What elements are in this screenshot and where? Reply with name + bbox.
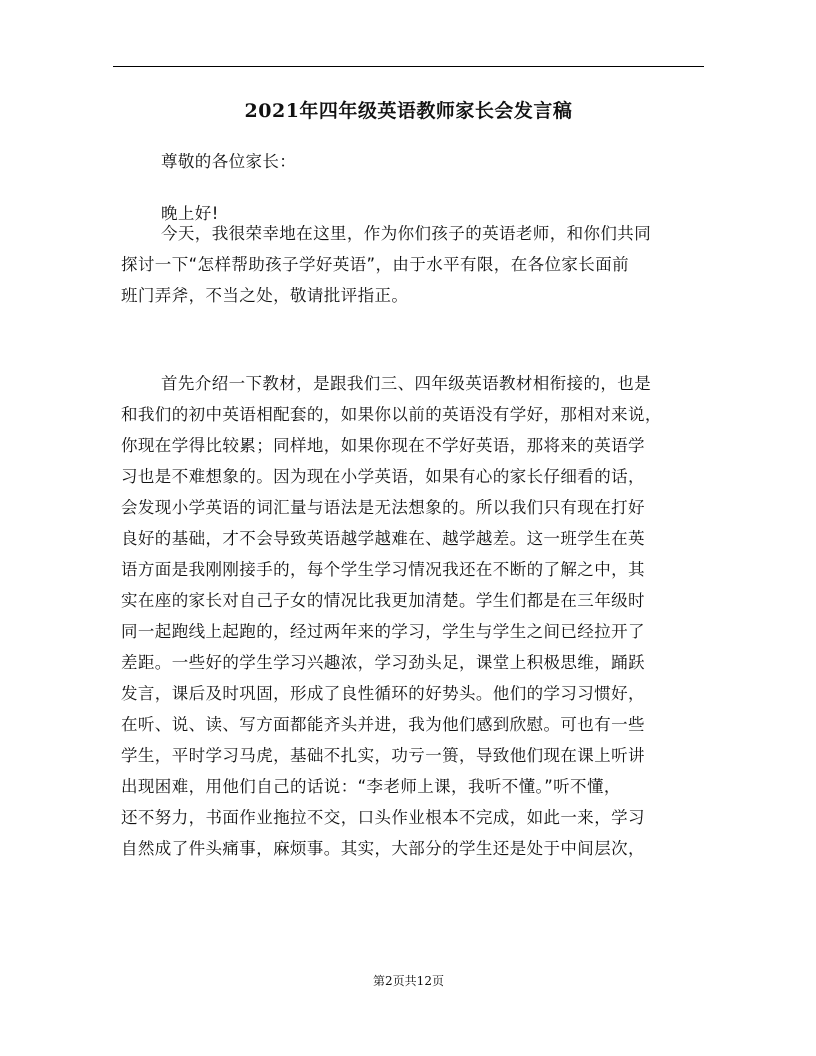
document-title: 2021年四年级英语教师家长会发言稿 — [244, 100, 573, 122]
greeting-line: 晚上好! — [161, 204, 219, 223]
paragraph-line: 和我们的初中英语相配套的，如果你以前的英语没有学好，那相对来说， — [121, 405, 662, 424]
paragraph-1 — [121, 218, 706, 311]
paragraph-line: 良好的基础，才不会导致英语越学越难在、越学越差。这一班学生在英 — [121, 529, 645, 548]
paragraph-line: 差距。一些好的学生学习兴趣浓，学习劲头足，课堂上积极思维，踊跃 — [121, 653, 645, 672]
paragraph-line: 今天，我很荣幸地在这里，作为你们孩子的英语老师，和你们共同 — [161, 224, 652, 243]
paragraph-line: 班门弄斧，不当之处，敬请批评指正。 — [121, 286, 409, 305]
paragraph-2 — [121, 368, 706, 864]
salutation — [121, 146, 706, 177]
paragraph-line: 实在座的家长对自己子女的情况比我更加清楚。学生们都是在三年级时 — [121, 591, 645, 610]
paragraph-line: 探讨一下“怎样帮助孩子学好英语”，由于水平有限，在各位家长面前 — [121, 255, 629, 274]
paragraph-line: 首先介绍一下教材，是跟我们三、四年级英语教材相衔接的，也是 — [161, 374, 652, 393]
paragraph-line: 还不努力，书面作业拖拉不交，口头作业根本不完成，如此一来，学习 — [121, 808, 645, 827]
paragraph-line: 语方面是我刚刚接手的，每个学生学习情况我还在不断的了解之中，其 — [121, 560, 645, 579]
paragraph-line: 出现困难，用他们自己的话说：“李老师上课，我听不懂。”听不懂， — [121, 777, 621, 796]
paragraph-line: 同一起跑线上起跑的，经过两年来的学习，学生与学生之间已经拉开了 — [121, 622, 645, 641]
paragraph-line: 自然成了件头痛事，麻烦事。其实，大部分的学生还是处于中间层次， — [121, 839, 645, 858]
salutation-line: 尊敬的各位家长： — [161, 152, 297, 171]
paragraph-line: 在听、说、读、写方面都能齐头并进，我为他们感到欣慰。可也有一些 — [121, 715, 645, 734]
paragraph-line: 发言，课后及时巩固，形成了良性循环的好势头。他们的学习习惯好， — [121, 684, 645, 703]
paragraph-line: 习也是不难想象的。因为现在小学英语，如果有心的家长仔细看的话， — [121, 467, 645, 486]
paragraph-line: 你现在学得比较累；同样地，如果你现在不学好英语，那将来的英语学 — [121, 436, 645, 455]
paragraph-line: 会发现小学英语的词汇量与语法是无法想象的。所以我们只有现在打好 — [121, 498, 645, 517]
paragraph-line: 学生，平时学习马虎，基础不扎实，功亏一篑，导致他们现在课上听讲 — [121, 746, 645, 765]
header-rule — [113, 66, 704, 67]
page-number-footer: 第2页共12页 — [373, 974, 444, 988]
